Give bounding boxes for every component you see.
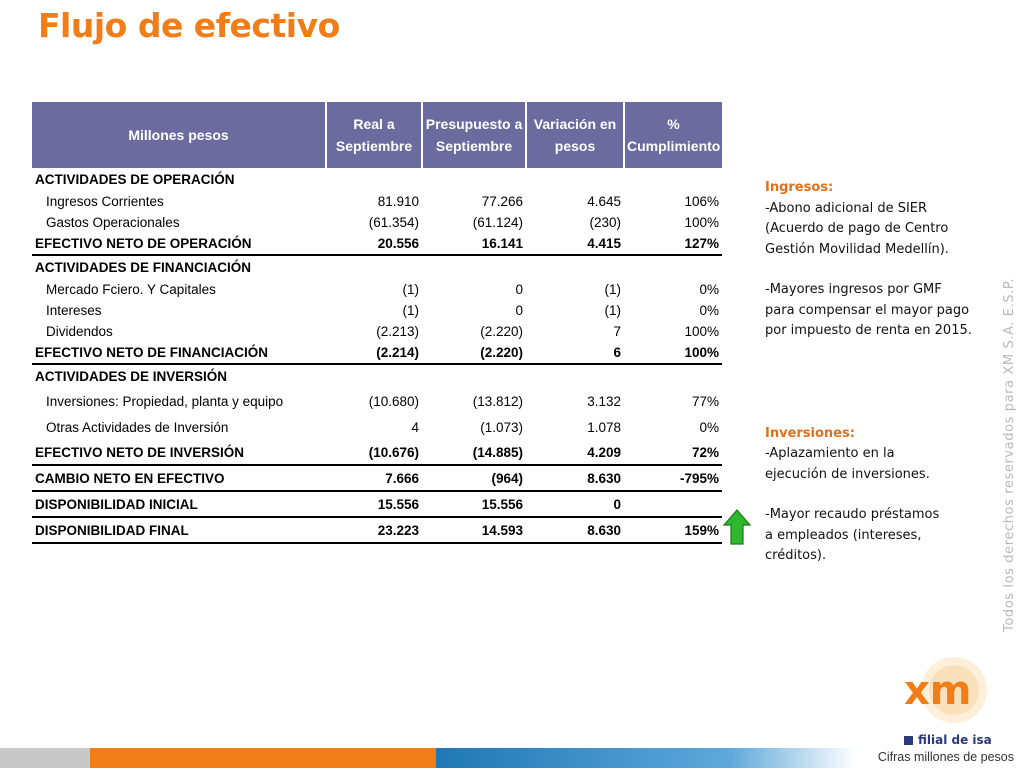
variacion-value: 3.132 <box>587 393 621 409</box>
variacion-value: 4.415 <box>526 233 624 255</box>
inversiones-note-2: -Mayor recaudo préstamos a empleados (intereses, créditos). <box>765 507 940 563</box>
variacion-value: (1) <box>604 282 621 297</box>
variacion-value: 4.209 <box>526 440 624 465</box>
presupuesto-value: (2.220) <box>480 324 523 339</box>
row-label: Mercado Fciero. Y Capitales <box>46 282 216 297</box>
footer-bar-gray <box>0 748 90 768</box>
header-presupuesto: Presupuesto a Septiembre <box>422 102 526 168</box>
table-row <box>32 300 722 321</box>
real-value <box>326 168 422 191</box>
row-label: Gastos Operacionales <box>46 215 180 230</box>
ingresos-note-1: -Abono adicional de SIER (Acuerdo de pago de Centro Gestión Movilidad Medellín). <box>765 200 949 257</box>
real-value <box>326 364 422 388</box>
variacion-value: 8.630 <box>526 517 624 543</box>
logo-tagline: filial de isa <box>904 733 992 747</box>
green-up-arrow-icon <box>722 508 752 546</box>
presupuesto-value: 0 <box>515 282 523 297</box>
real-value: (2.213) <box>376 324 419 339</box>
real-value: (61.354) <box>368 215 419 230</box>
variacion-value: (1) <box>604 303 621 318</box>
presupuesto-value: 77.266 <box>481 194 523 209</box>
page-title: Flujo de efectivo <box>38 6 340 45</box>
table-row <box>32 440 722 465</box>
row-label: ACTIVIDADES DE OPERACIÓN <box>35 172 235 187</box>
cash-flow-table <box>32 102 722 544</box>
real-value: (2.214) <box>326 342 422 364</box>
table-row <box>32 465 722 491</box>
xm-logo <box>898 656 994 728</box>
cumplimiento-value: 100% <box>684 324 719 339</box>
real-value: 7.666 <box>326 465 422 491</box>
presupuesto-value: 0 <box>515 303 523 318</box>
variacion-value: 7 <box>613 324 621 339</box>
cumplimiento-value: 127% <box>624 233 722 255</box>
real-value: 15.556 <box>326 491 422 517</box>
row-label: Otras Actividades de Inversión <box>46 419 229 435</box>
table-row <box>32 168 722 191</box>
real-value: (1) <box>402 303 419 318</box>
presupuesto-value: (964) <box>422 465 526 491</box>
header-variacion: Variación en pesos <box>526 102 624 168</box>
presupuesto-value: (61.124) <box>472 215 523 230</box>
table-header-row <box>32 102 722 168</box>
table-row <box>32 191 722 212</box>
table-row <box>32 364 722 388</box>
header-cumplimiento: % Cumplimiento <box>624 102 722 168</box>
variacion-value <box>526 255 624 279</box>
presupuesto-value: (2.220) <box>422 342 526 364</box>
presupuesto-value: (13.812) <box>472 393 523 409</box>
table-row <box>32 342 722 364</box>
inversiones-note-1: -Aplazamiento en la ejecución de inversiones. <box>765 446 930 482</box>
cumplimiento-value: 100% <box>684 215 719 230</box>
row-label: Intereses <box>46 303 102 318</box>
variacion-value: 0 <box>526 491 624 517</box>
table-row <box>32 212 722 233</box>
table-row <box>32 279 722 300</box>
cumplimiento-value: 77% <box>691 393 719 409</box>
cumplimiento-value: 0% <box>699 419 719 435</box>
footer-bar-orange <box>90 748 436 768</box>
cumplimiento-value: -795% <box>624 465 722 491</box>
row-label: EFECTIVO NETO DE OPERACIÓN <box>32 233 326 255</box>
presupuesto-value <box>422 168 526 191</box>
presupuesto-value: 16.141 <box>422 233 526 255</box>
real-value: 23.223 <box>326 517 422 543</box>
cumplimiento-value: 0% <box>699 282 719 297</box>
table-row <box>32 517 722 543</box>
variacion-value: 1.078 <box>587 419 621 435</box>
row-label: CAMBIO NETO EN EFECTIVO <box>32 465 326 491</box>
variacion-value: 8.630 <box>526 465 624 491</box>
table-row <box>32 491 722 517</box>
ingresos-heading: Ingresos: <box>765 180 834 195</box>
real-value: 20.556 <box>326 233 422 255</box>
notes-panel <box>765 178 995 567</box>
cumplimiento-value <box>624 168 722 191</box>
real-value: 4 <box>411 419 419 435</box>
logo-text: xm <box>904 668 972 714</box>
presupuesto-value: 14.593 <box>422 517 526 543</box>
cumplimiento-value <box>624 364 722 388</box>
presupuesto-value <box>422 255 526 279</box>
cumplimiento-value: 159% <box>624 517 722 543</box>
presupuesto-value: (14.885) <box>422 440 526 465</box>
cumplimiento-value: 0% <box>699 303 719 318</box>
inversiones-heading: Inversiones: <box>765 425 855 441</box>
row-label: Inversiones: Propiedad, planta y equipo <box>46 393 284 409</box>
row-label: DISPONIBILIDAD FINAL <box>32 517 326 543</box>
row-label: Ingresos Corrientes <box>46 194 164 209</box>
presupuesto-value: (1.073) <box>480 419 523 435</box>
real-value: (10.680) <box>368 393 419 409</box>
cumplimiento-value: 72% <box>624 440 722 465</box>
table-row <box>32 321 722 342</box>
table-row <box>32 388 722 414</box>
variacion-value <box>526 168 624 191</box>
row-label: EFECTIVO NETO DE INVERSIÓN <box>32 440 326 465</box>
real-value: (1) <box>402 282 419 297</box>
isa-square-icon <box>904 736 913 745</box>
real-value: (10.676) <box>326 440 422 465</box>
footer-bar-blue <box>436 748 856 768</box>
variacion-value <box>526 364 624 388</box>
cumplimiento-value: 100% <box>624 342 722 364</box>
row-label: ACTIVIDADES DE INVERSIÓN <box>35 369 228 384</box>
header-real: Real a Septiembre <box>326 102 422 168</box>
table-row <box>32 255 722 279</box>
variacion-value: (230) <box>589 215 621 230</box>
copyright-watermark: Todos los derechos reservados para XM S.A. E.S.P. <box>1002 277 1017 632</box>
row-label: EFECTIVO NETO DE FINANCIACIÓN <box>32 342 326 364</box>
footer-caption: Cifras millones de pesos <box>877 750 1014 764</box>
real-value <box>326 255 422 279</box>
real-value: 81.910 <box>377 194 419 209</box>
cumplimiento-value <box>624 491 722 517</box>
ingresos-note-2: -Mayores ingresos por GMF para compensar el mayor pago por impuesto de renta en 2015. <box>765 282 972 338</box>
row-label: Dividendos <box>46 324 113 339</box>
table-row <box>32 233 722 255</box>
variacion-value: 6 <box>526 342 624 364</box>
table-row <box>32 414 722 440</box>
cumplimiento-value: 106% <box>684 194 719 209</box>
header-millones-pesos: Millones pesos <box>32 102 326 168</box>
row-label: ACTIVIDADES DE FINANCIACIÓN <box>35 260 252 275</box>
cumplimiento-value <box>624 255 722 279</box>
variacion-value: 4.645 <box>587 194 621 209</box>
row-label: DISPONIBILIDAD INICIAL <box>32 491 326 517</box>
presupuesto-value: 15.556 <box>422 491 526 517</box>
presupuesto-value <box>422 364 526 388</box>
